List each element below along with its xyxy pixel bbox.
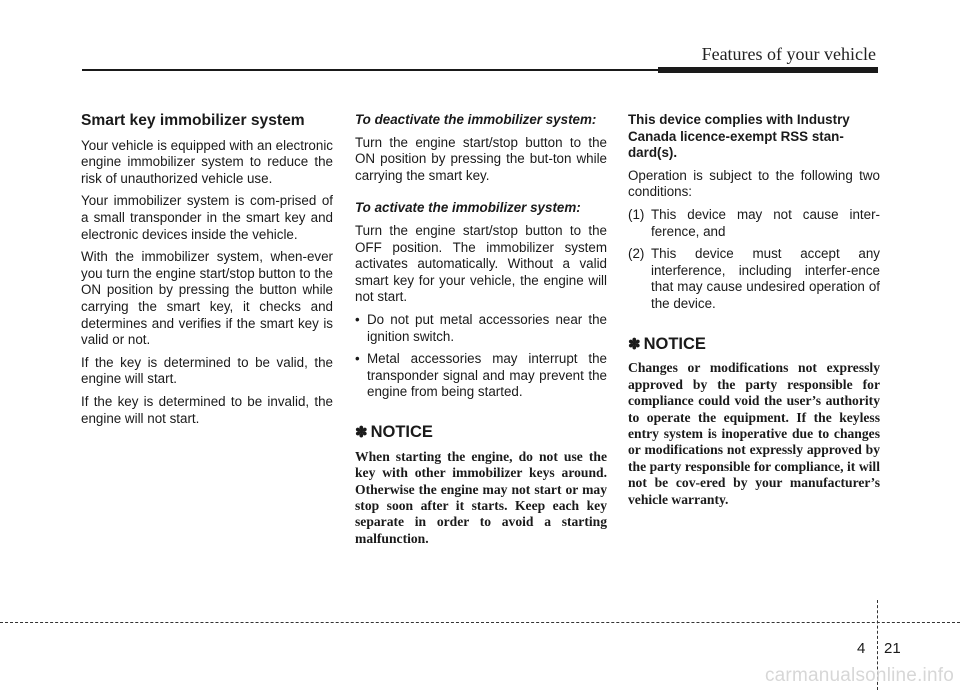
paragraph: Turn the engine start/stop button to the ON position by pressing the but-ton while carrying the smart key.	[355, 134, 607, 183]
list-item-text: This device must accept any interference, including interfer-ence that may cause undesired operation of the device.	[651, 246, 880, 311]
column-left	[81, 112, 333, 433]
list-item	[628, 207, 880, 240]
list-item	[355, 351, 607, 401]
paragraph: Your immobilizer system is com-prised of a small transponder in the smart key and electronic devices inside the vehicle.	[81, 193, 333, 242]
list-item	[628, 246, 880, 312]
notice-text: Changes or modifications not expressly approved by the party responsible for compliance could void the user’s authority to operate the equipment. If the keyless entry system is inoperative due to changes or modifications not expressly approved by the party responsible for compliance, it will not be cov-ered by your manufacturer’s vehicle warranty.	[628, 360, 880, 507]
notice-heading	[628, 335, 880, 355]
notice-text: When starting the engine, do not use the key with other immobilizer keys around. Otherwise the engine may not start or may stop soon after it starts. Keep each key separate in order to avoid a starting malfunction.	[355, 448, 607, 546]
paragraph: If the key is determined to be invalid, the engine will not start.	[81, 394, 333, 426]
notice-label: NOTICE	[643, 334, 706, 353]
page-number: 21	[884, 640, 901, 657]
paragraph: With the immobilizer system, when-ever you turn the engine start/stop button to the ON position by pressing the button while carrying the smart key, it checks and determines and verifies if the smart key is valid or not.	[81, 249, 333, 348]
section-heading: Smart key immobilizer system	[81, 112, 305, 129]
compliance-statement: This device complies with Industry Canada licence-exempt RSS stan-dard(s).	[628, 112, 850, 161]
paragraph: If the key is determined to be valid, the engine will start.	[81, 354, 333, 387]
paragraph: Your vehicle is equipped with an electronic engine immobilizer system to reduce the risk of unauthorized vehicle use.	[81, 137, 333, 186]
notice-label: NOTICE	[370, 422, 433, 441]
list-item	[355, 312, 607, 345]
list-item-text: Do not put metal accessories near the ignition switch.	[367, 311, 607, 344]
numbered-list	[628, 207, 880, 313]
list-item-text: Metal accessories may interrupt the transponder signal and may prevent the engine from being started.	[367, 351, 607, 400]
column-right	[628, 112, 880, 508]
bullet-icon: •	[355, 351, 360, 367]
activate-heading: To activate the immobilizer system:	[355, 200, 581, 216]
bullet-icon: •	[355, 311, 360, 327]
list-number: (1)	[628, 206, 645, 222]
column-middle	[355, 112, 607, 547]
bullet-list	[355, 312, 607, 401]
header-rule-accent	[658, 67, 878, 73]
paragraph: Turn the engine start/stop button to the OFF position. The immobilizer system activates automatically. Without a valid smart key for your vehicle, the engine will not start.	[355, 222, 607, 305]
chapter-number: 4	[857, 640, 866, 657]
watermark: carmanualsonline.info	[764, 665, 954, 686]
asterisk-icon: ✽	[628, 335, 641, 353]
deactivate-heading: To deactivate the immobilizer system:	[355, 112, 597, 127]
footer-rule	[0, 622, 960, 623]
section-title: Features of your vehicle	[701, 44, 876, 64]
asterisk-icon: ✽	[355, 423, 368, 441]
paragraph: Operation is subject to the following two conditions:	[628, 167, 880, 200]
list-item-text: This device may not cause inter-ference, and	[651, 206, 880, 239]
notice-heading	[355, 423, 607, 443]
list-number: (2)	[628, 246, 645, 262]
